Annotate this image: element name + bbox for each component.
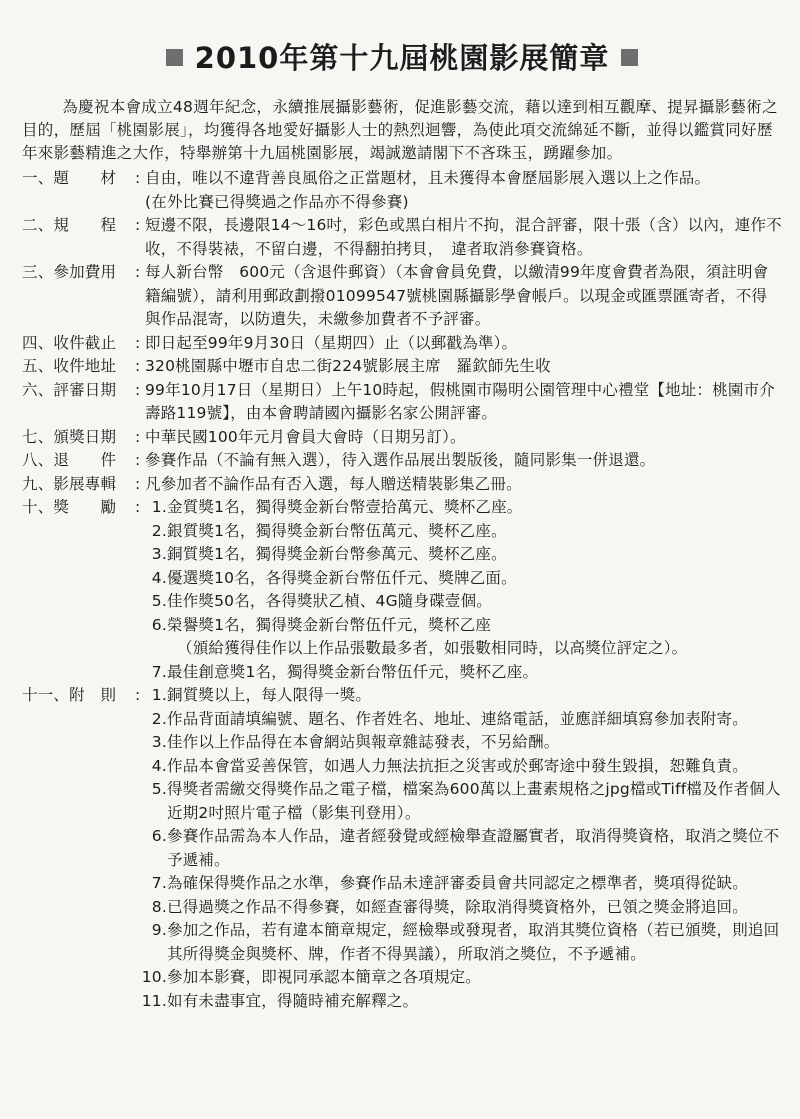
section-label: 七、頒獎日期 xyxy=(22,427,117,446)
list-item-text: 參加之作品，若有違本簡章規定，經檢舉或發現者，取消其獎位資格（若已頒獎，則追回其所得獎金與獎杯、牌，作者不得異議），所取消之獎位，不予遞補。 xyxy=(167,921,780,963)
section-body xyxy=(145,355,782,379)
section-colon: : xyxy=(135,451,141,469)
list-item xyxy=(145,496,782,520)
list-item-text: 金質獎1名，獨得獎金新台幣壹拾萬元、獎杯乙座。 xyxy=(167,498,523,516)
section-label: 五、收件地址 xyxy=(22,357,117,375)
list-item xyxy=(145,825,782,872)
list-item-number: 3. xyxy=(151,545,167,563)
list-item-text: 榮譽獎1名，獨得獎金新台幣伍仟元，獎杯乙座 xyxy=(167,615,492,634)
square-bullet-icon xyxy=(621,49,638,66)
section-text: 短邊不限，長邊限14～16吋，彩色或黑白相片不拘，混合評審，限十張（含）以內，連作不收，不得裝裱，不留白邊，不得翻拍拷貝， 違者取消參賽資格。 xyxy=(145,216,782,258)
list-item xyxy=(145,708,782,732)
list-item xyxy=(141,990,782,1014)
document-title-row xyxy=(22,38,782,78)
section-row xyxy=(22,379,782,426)
section-colon: : xyxy=(135,427,141,446)
list-item-number: 2. xyxy=(151,709,167,728)
list-item-number: 7. xyxy=(151,662,167,681)
section-body xyxy=(145,167,782,214)
section-colon: : xyxy=(135,169,141,187)
section-text: 自由，唯以不違背善良風俗之正當題材，且未獲得本會歷屆影展入選以上之作品。 xyxy=(145,169,711,187)
list-item xyxy=(145,590,782,614)
rules-list xyxy=(141,684,782,1013)
section-label: 十、獎 勵 xyxy=(22,498,117,516)
section-body xyxy=(145,473,782,497)
square-bullet-icon xyxy=(166,49,183,66)
section-colon: : xyxy=(135,357,141,375)
section-text: 參賽作品（不論有無入選），待入選作品展出製版後，隨同影集一併退還。 xyxy=(145,451,656,469)
list-item xyxy=(145,684,782,708)
list-item xyxy=(145,731,782,755)
section-colon: : xyxy=(135,263,141,281)
awards-section xyxy=(22,496,782,684)
intro-paragraph: 為慶祝本會成立48週年紀念，永續推展攝影藝術，促進影藝交流，藉以達到相互觀摩、提昇攝影藝術之目的，歷屆「桃園影展」，均獲得各地愛好攝影人士的熱烈迴響，為使此項交流綿延不斷，並得以鑑賞同好歷年來影藝精進之大作，特舉辦第十九屆桃園影展，竭誠邀請閣下不吝珠玉，踴躍參加。 xyxy=(22,98,778,162)
list-item-text: 得獎者需繳交得獎作品之電子檔，檔案為600萬以上畫素規格之jpg檔或Tiff檔及作者個人近期2吋照片電子檔（影集刊登用）。 xyxy=(167,780,781,822)
section-body xyxy=(145,261,782,332)
list-item-text: 為確保得獎作品之水準，參賽作品未達評審委員會共同認定之標準者，獎項得從缺。 xyxy=(167,874,748,892)
list-item-text: 銅質獎以上，每人限得一獎。 xyxy=(167,686,372,704)
list-item-number: 4. xyxy=(151,756,167,775)
list-item-number: 11. xyxy=(141,991,167,1010)
section-row xyxy=(22,167,782,214)
section-label: 三、參加費用 xyxy=(22,263,117,281)
list-item-text: 作品背面請填編號、題名、作者姓名、地址、連絡電話，並應詳細填寫參加表附寄。 xyxy=(167,709,748,728)
section-label: 十一、附 則 xyxy=(22,686,117,704)
sections-list xyxy=(22,167,782,496)
list-item xyxy=(145,661,782,685)
list-item-text: 佳作以上作品得在本會網站與報章雜誌發表，不另給酬。 xyxy=(167,733,560,751)
list-item-number: 7. xyxy=(151,874,167,892)
section-label: 二、規 程 xyxy=(22,216,117,234)
section-label: 六、評審日期 xyxy=(22,380,117,399)
section-body xyxy=(145,214,782,261)
list-item-text: 已得過獎之作品不得參賽，如經查審得獎，除取消得獎資格外，已領之獎金將追回。 xyxy=(167,897,748,916)
section-colon: : xyxy=(135,216,141,234)
list-item xyxy=(145,543,782,567)
section-text: (在外比賽已得獎過之作品亦不得參賽) xyxy=(145,192,409,211)
section-label: 九、影展專輯 xyxy=(22,474,117,493)
section-colon: : xyxy=(135,474,141,493)
list-item-text: 如有未盡事宜，得隨時補充解釋之。 xyxy=(167,991,419,1010)
list-item-number: 9. xyxy=(151,921,167,939)
section-row xyxy=(22,332,782,356)
list-item-text: 參賽作品需為本人作品，違者經發覺或經檢舉查證屬實者，取消得獎資格，取消之獎位不予遞補。 xyxy=(167,827,780,869)
list-item-number: 5. xyxy=(151,780,167,798)
section-colon: : xyxy=(135,498,141,516)
rules-section xyxy=(22,684,782,1013)
section-text: 凡參加者不論作品有否入選，每人贈送精裝影集乙冊。 xyxy=(145,474,522,493)
section-text: 99年10月17日（星期日）上午10時起，假桃園市陽明公園管理中心禮堂【地址：桃園市介壽路119號】，由本會聘請國內攝影名家公開評審。 xyxy=(145,380,775,422)
section-body xyxy=(145,379,782,426)
section-row xyxy=(22,261,782,332)
section-colon: : xyxy=(135,380,141,399)
list-item-text: 佳作獎50名，各得獎狀乙楨、4G隨身碟壹個。 xyxy=(167,592,492,610)
list-item-text: 參加本影賽，即視同承認本簡章之各項規定。 xyxy=(167,968,482,986)
section-body xyxy=(145,449,782,473)
awards-list xyxy=(145,496,782,684)
document-title: 2010年第十九屆桃園影展簡章 xyxy=(194,41,610,75)
list-item-number: 1. xyxy=(151,686,167,704)
section-colon: : xyxy=(135,686,141,704)
list-item-number: 10. xyxy=(141,968,167,986)
section-row xyxy=(22,426,782,450)
list-item-text: 銀質獎1名，獨得獎金新台幣伍萬元、獎杯乙座。 xyxy=(167,521,507,540)
list-item xyxy=(145,637,782,661)
list-item-number xyxy=(145,637,167,661)
section-row xyxy=(22,214,782,261)
section-text: 320桃園縣中壢市自忠二街224號影展主席 羅欽師先生收 xyxy=(145,357,551,375)
list-item-number: 6. xyxy=(151,827,167,845)
list-item xyxy=(145,919,782,966)
document-page xyxy=(22,38,782,1013)
list-item-number: 2. xyxy=(151,521,167,540)
list-item xyxy=(145,614,782,638)
section-body xyxy=(145,426,782,450)
section-row xyxy=(22,355,782,379)
list-item-number: 1. xyxy=(151,498,167,516)
section-row xyxy=(22,449,782,473)
section-row xyxy=(22,473,782,497)
section-label: 一、題 材 xyxy=(22,169,117,187)
list-item-text: 優選獎10名，各得獎金新台幣伍仟元、獎牌乙面。 xyxy=(167,568,517,587)
list-item-number: 5. xyxy=(151,592,167,610)
section-text: 每人新台幣 600元（含退件郵資）（本會會員免費，以繳清99年度會費者為限，須註明會籍編號），請利用郵政劃撥01099547號桃園縣攝影學會帳戶。以現金或匯票匯寄者，不得與作品混寄，以防遺失，未繳參加費者不予評審。 xyxy=(145,263,769,328)
section-text: 即日起至99年9月30日（星期四）止（以郵戳為準）。 xyxy=(145,333,518,352)
section-body xyxy=(145,332,782,356)
list-item-number: 6. xyxy=(151,615,167,634)
list-item-number: 4. xyxy=(151,568,167,587)
list-item-text: 最佳創意獎1名，獨得獎金新台幣伍仟元，獎杯乙座。 xyxy=(167,662,539,681)
list-item-text: 作品本會當妥善保管，如遇人力無法抗拒之災害或於郵寄途中發生毀損，恕難負責。 xyxy=(167,756,748,775)
list-item-number: 8. xyxy=(151,897,167,916)
list-item xyxy=(145,872,782,896)
list-item xyxy=(141,966,782,990)
list-item xyxy=(145,520,782,544)
section-colon: : xyxy=(135,333,141,352)
section-label: 八、退 件 xyxy=(22,451,117,469)
section-text: 中華民國100年元月會員大會時（日期另訂）。 xyxy=(145,427,466,446)
list-item-text: （頒給獲得佳作以上作品張數最多者，如張數相同時，以高獎位評定之）。 xyxy=(177,639,688,657)
list-item-number: 3. xyxy=(151,733,167,751)
list-item xyxy=(145,755,782,779)
list-item-text: 銅質獎1名，獨得獎金新台幣參萬元、獎杯乙座。 xyxy=(167,545,507,563)
list-item xyxy=(145,896,782,920)
list-item xyxy=(145,778,782,825)
section-label: 四、收件截止 xyxy=(22,333,117,352)
list-item xyxy=(145,567,782,591)
